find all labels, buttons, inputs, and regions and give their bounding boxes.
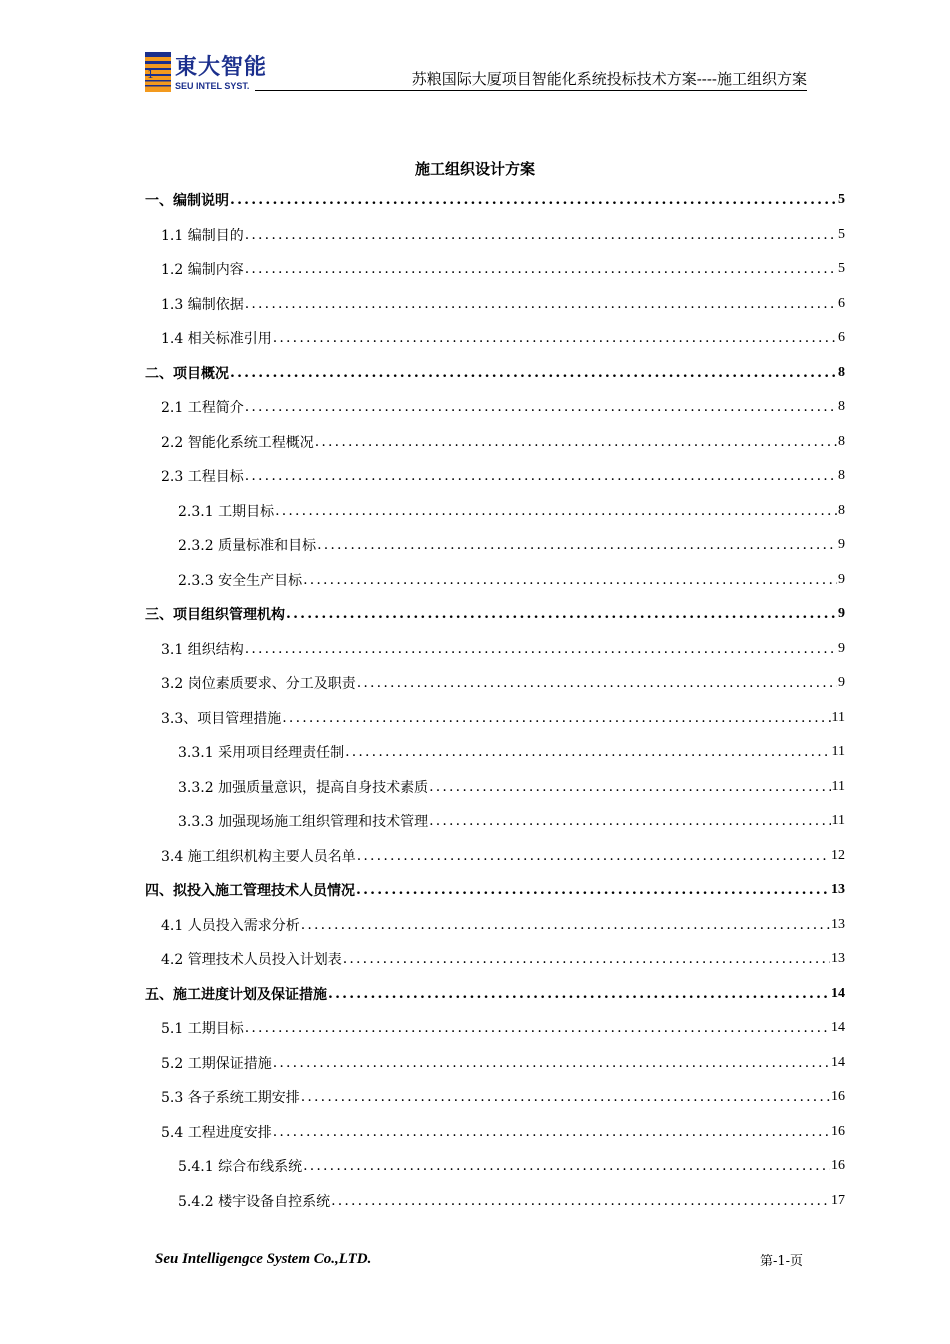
toc-entry-page: 5 (838, 226, 845, 242)
toc-leader-dots (245, 641, 837, 657)
toc-entry-label: 2.1 工程简介 (161, 400, 244, 417)
header-divider (255, 90, 807, 91)
toc-entry-page: 11 (831, 778, 845, 794)
toc-leader-dots (230, 365, 837, 381)
toc-entry-page: 5 (838, 261, 845, 277)
toc-leader-dots (301, 1089, 830, 1105)
toc-entry-page: 17 (831, 1192, 845, 1208)
toc-entry-label: 5.1 工期目标 (161, 1021, 244, 1038)
toc-leader-dots (331, 1193, 830, 1209)
toc-leader-dots (282, 710, 830, 726)
toc-entry-page: 13 (831, 916, 845, 932)
toc-leader-dots (275, 503, 837, 519)
toc-entry-page: 8 (838, 433, 845, 449)
toc-entry-label: 5.2 工期保证措施 (161, 1055, 272, 1072)
toc-entry-page: 12 (831, 847, 845, 863)
toc-entry-label: 5.4.1 综合布线系统 (178, 1159, 303, 1176)
toc-leader-dots (245, 261, 837, 277)
toc-entry-label: 3.2 岗位素质要求、分工及职责 (161, 676, 356, 693)
toc-entry[interactable] (145, 735, 845, 770)
toc-leader-dots (303, 572, 837, 588)
toc-entry-label: 1.3 编制依据 (161, 296, 244, 313)
toc-entry-label: 4.1 人员投入需求分析 (161, 917, 300, 934)
toc-entry-page: 9 (838, 640, 845, 656)
toc-leader-dots (357, 848, 830, 864)
toc-entry-label: 1.1 编制目的 (161, 227, 244, 244)
toc-entry-label: 1.2 编制内容 (161, 262, 244, 279)
toc-entry[interactable] (145, 873, 845, 908)
toc-entry-label: 3.3.3 加强现场施工组织管理和技术管理 (178, 814, 429, 831)
toc-entry[interactable] (145, 459, 845, 494)
toc-leader-dots (245, 468, 837, 484)
company-logo (145, 48, 268, 92)
logo-number: 1 (147, 68, 154, 81)
toc-entry-label: 2.3.1 工期目标 (178, 503, 275, 520)
toc-entry[interactable] (145, 977, 845, 1012)
toc-entry[interactable] (145, 563, 845, 598)
toc-entry[interactable] (145, 1115, 845, 1150)
document-title: 施工组织设计方案 (414, 160, 535, 178)
toc-entry-label: 4.2 管理技术人员投入计划表 (161, 952, 342, 969)
toc-entry-page: 5 (838, 192, 845, 208)
toc-entry-page: 11 (831, 709, 845, 725)
toc-entry[interactable] (145, 1046, 845, 1081)
toc-entry-label: 3.4 施工组织机构主要人员名单 (161, 848, 356, 865)
toc-entry-label: 3.3.2 加强质量意识，提高自身技术素质 (178, 779, 429, 796)
footer-company: Seu Intelligengce System Co.,LTD. (155, 1251, 372, 1267)
toc-entry[interactable] (145, 701, 845, 736)
toc-entry-label: 5.3 各子系统工期安排 (161, 1090, 300, 1107)
toc-leader-dots (345, 744, 830, 760)
toc-leader-dots (429, 779, 830, 795)
toc-entry[interactable] (145, 597, 845, 632)
toc-leader-dots (315, 434, 837, 450)
toc-leader-dots (273, 330, 837, 346)
toc-leader-dots (357, 675, 837, 691)
toc-leader-dots (286, 606, 837, 622)
table-of-contents (145, 183, 845, 1218)
toc-entry[interactable] (145, 1184, 845, 1219)
toc-entry-label: 3.1 组织结构 (161, 641, 244, 658)
toc-entry-page: 11 (831, 813, 845, 829)
toc-leader-dots (343, 951, 830, 967)
toc-leader-dots (245, 227, 837, 243)
toc-leader-dots (301, 917, 830, 933)
toc-entry[interactable] (145, 252, 845, 287)
toc-entry-label: 五、施工进度计划及保证措施 (145, 986, 327, 1003)
toc-entry[interactable] (145, 632, 845, 667)
toc-leader-dots (356, 882, 830, 898)
toc-entry[interactable] (145, 356, 845, 391)
header-title: 苏粮国际大厦项目智能化系统投标技术方案----施工组织方案 (411, 70, 807, 88)
toc-entry-label: 四、拟投入施工管理技术人员情况 (145, 883, 355, 900)
toc-entry[interactable] (145, 528, 845, 563)
toc-entry-page: 6 (838, 330, 845, 346)
toc-entry-label: 3.3、项目管理措施 (161, 710, 282, 727)
logo-english-text: SEU INTEL SYST. (175, 81, 250, 91)
toc-entry[interactable] (145, 908, 845, 943)
toc-entry-label: 2.3.2 质量标准和目标 (178, 538, 317, 555)
toc-leader-dots (230, 192, 837, 208)
toc-entry-page: 13 (831, 951, 845, 967)
toc-entry-page: 14 (831, 985, 845, 1001)
toc-entry-page: 16 (831, 1123, 845, 1139)
toc-entry-page: 9 (838, 537, 845, 553)
toc-entry[interactable] (145, 1080, 845, 1115)
toc-entry-label: 3.3.1 采用项目经理责任制 (178, 745, 345, 762)
toc-leader-dots (317, 537, 837, 553)
toc-leader-dots (245, 1020, 830, 1036)
toc-entry[interactable] (145, 666, 845, 701)
toc-leader-dots (429, 813, 830, 829)
toc-entry-page: 9 (838, 606, 845, 622)
toc-entry-label: 2.3 工程目标 (161, 469, 244, 486)
toc-entry[interactable] (145, 839, 845, 874)
toc-entry-page: 16 (831, 1158, 845, 1174)
toc-entry-label: 1.4 相关标准引用 (161, 331, 272, 348)
toc-entry-page: 9 (838, 571, 845, 587)
toc-entry-label: 5.4 工程进度安排 (161, 1124, 272, 1141)
toc-leader-dots (245, 399, 837, 415)
toc-entry[interactable] (145, 1011, 845, 1046)
toc-entry[interactable] (145, 494, 845, 529)
toc-entry-page: 6 (838, 295, 845, 311)
toc-leader-dots (273, 1055, 830, 1071)
toc-entry-page: 8 (838, 502, 845, 518)
toc-entry-page: 8 (838, 399, 845, 415)
toc-leader-dots (303, 1158, 830, 1174)
toc-entry[interactable] (145, 804, 845, 839)
toc-entry-page: 14 (831, 1020, 845, 1036)
toc-entry-page: 8 (838, 364, 845, 380)
toc-entry[interactable] (145, 942, 845, 977)
toc-entry[interactable] (145, 425, 845, 460)
toc-leader-dots (328, 986, 830, 1002)
toc-entry-page: 9 (838, 675, 845, 691)
toc-entry[interactable] (145, 1149, 845, 1184)
toc-entry-label: 一、编制说明 (145, 193, 229, 210)
toc-entry-label: 5.4.2 楼宇设备自控系统 (178, 1193, 331, 1210)
toc-entry[interactable] (145, 770, 845, 805)
toc-entry-label: 2.3.3 安全生产目标 (178, 572, 303, 589)
toc-entry[interactable] (145, 183, 845, 218)
toc-leader-dots (273, 1124, 830, 1140)
toc-entry[interactable] (145, 321, 845, 356)
toc-entry-page: 13 (831, 882, 845, 898)
toc-entry-page: 11 (831, 744, 845, 760)
toc-entry[interactable] (145, 390, 845, 425)
toc-leader-dots (245, 296, 837, 312)
page-header (145, 48, 807, 92)
toc-entry-page: 8 (838, 468, 845, 484)
toc-entry[interactable] (145, 218, 845, 253)
toc-entry-label: 2.2 智能化系统工程概况 (161, 434, 314, 451)
toc-entry-label: 三、项目组织管理机构 (145, 607, 285, 624)
toc-entry[interactable] (145, 287, 845, 322)
toc-entry-page: 14 (831, 1054, 845, 1070)
toc-entry-label: 二、项目概况 (145, 365, 229, 382)
toc-entry-page: 16 (831, 1089, 845, 1105)
footer-page-number: 第-1-页 (760, 1254, 804, 1269)
logo-chinese-text: 東大智能 (175, 55, 268, 80)
